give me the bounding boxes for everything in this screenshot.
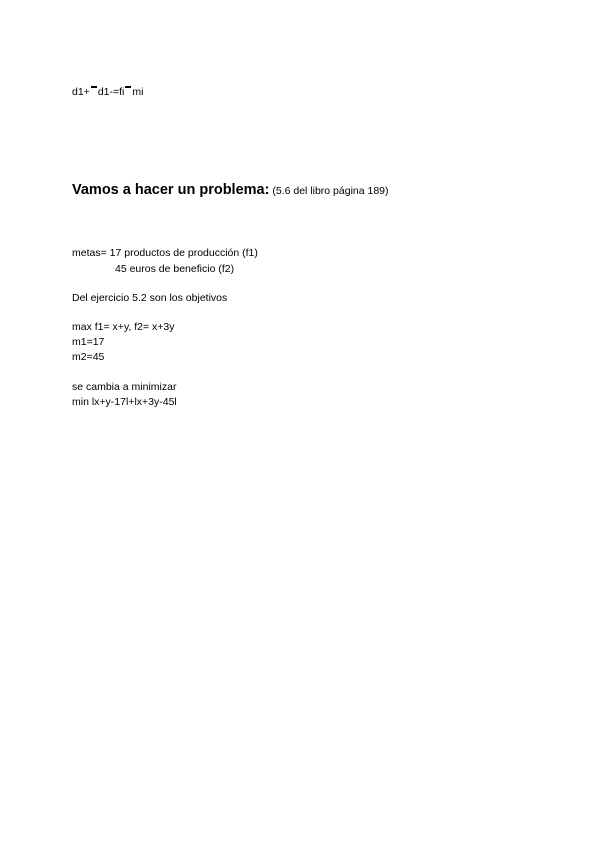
exercise-text: Del ejercicio 5.2 son los objetivos (72, 292, 228, 304)
max-objectives: max f1= x+y, f2= x+3y (72, 321, 175, 333)
minimize-line-1: se cambia a minimizar (72, 381, 177, 393)
m1-value: m1=17 (72, 336, 105, 348)
m2-value: m2=45 (72, 351, 105, 363)
bar-mark (91, 86, 97, 88)
heading-note: (5.6 del libro página 189) (269, 185, 389, 197)
equation-part-d1-minus: d1-=fi (97, 86, 125, 98)
minimize-line-2: min lx+y-17l+lx+3y-45l (72, 396, 177, 408)
bar-mark (125, 86, 131, 88)
problem-heading (72, 181, 389, 199)
equation-part-mi: mi (132, 86, 144, 98)
metas-line-2: 45 euros de beneficio (f2) (115, 263, 235, 275)
goal-equation (72, 86, 143, 99)
metas-line-1: metas= 17 productos de producción (f1) (72, 247, 258, 259)
heading-title: Vamos a hacer un problema: (72, 182, 270, 198)
equation-part-d1-plus: d1+ (72, 86, 90, 98)
